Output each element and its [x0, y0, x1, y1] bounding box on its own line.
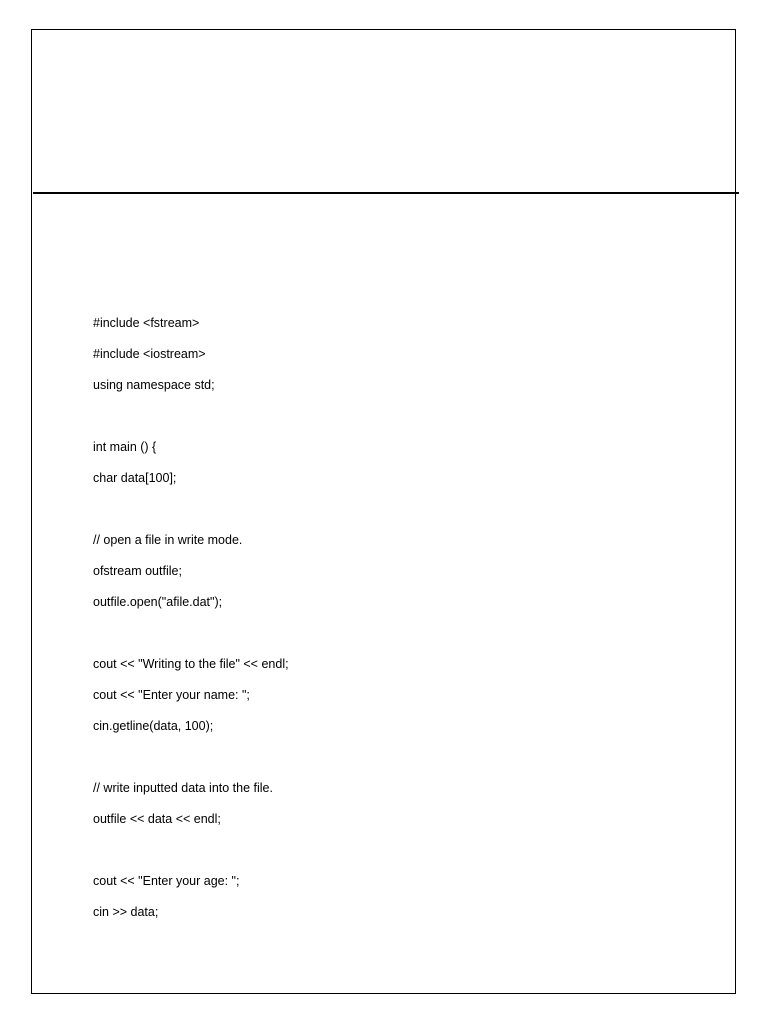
- code-line-comment-write: // write inputted data into the file.: [93, 781, 273, 795]
- code-line-comment-open: // open a file in write mode.: [93, 533, 243, 547]
- code-line-blank: [93, 746, 693, 777]
- code-block: [93, 312, 693, 932]
- header-divider: [33, 192, 739, 194]
- code-line-cout-name: cout << "Enter your name: ";: [93, 688, 250, 702]
- code-line-using-namespace: using namespace std;: [93, 378, 215, 392]
- code-line-blank: [93, 622, 693, 653]
- code-line-outfile-write: outfile << data << endl;: [93, 812, 221, 826]
- code-line-ofstream: ofstream outfile;: [93, 564, 182, 578]
- code-line-cin-data: cin >> data;: [93, 905, 159, 919]
- code-line-blank: [93, 498, 693, 529]
- code-line-blank: [93, 839, 693, 870]
- code-line-outfile-open: outfile.open("afile.dat");: [93, 595, 223, 609]
- code-line-blank: [93, 405, 693, 436]
- code-line-include-fstream: #include <fstream>: [93, 316, 200, 330]
- code-line-cout-age: cout << "Enter your age: ";: [93, 874, 240, 888]
- code-line-main: int main () {: [93, 440, 157, 454]
- code-line-include-iostream: #include <iostream>: [93, 347, 206, 361]
- code-line-cout-writing: cout << "Writing to the file" << endl;: [93, 657, 289, 671]
- code-line-cin-getline: cin.getline(data, 100);: [93, 719, 214, 733]
- code-line-char-data: char data[100];: [93, 471, 177, 485]
